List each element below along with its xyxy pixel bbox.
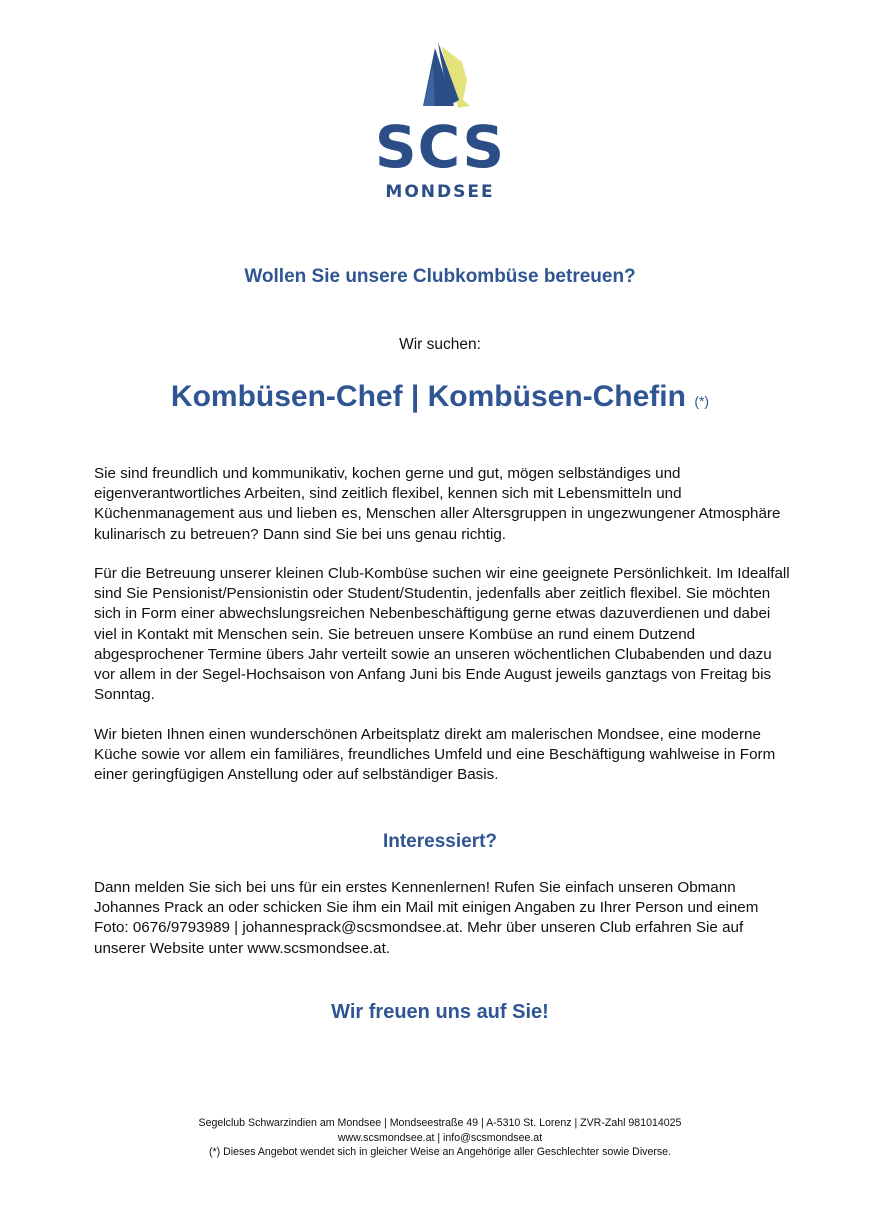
- interested-heading: Interessiert?: [382, 831, 498, 852]
- offer-paragraph: Wir bieten Ihnen einen wunderschönen Arbeitsplatz direkt am malerischen Mondsee, eine moderne Küche sowie vor allem ein familiäres, freundliches Umfeld und eine Beschäftigung wahlweise in Form einer geringfügigen Anstellung oder auf selbständiger Basis.: [94, 726, 776, 784]
- job-title: [0, 380, 880, 414]
- sailboat-icon: [400, 40, 480, 112]
- footer-contact: www.scsmondsee.at | info@scsmondsee.at: [337, 1131, 543, 1144]
- job-title-note: (*): [694, 393, 710, 409]
- logo-title: SCS: [374, 113, 506, 181]
- contact-paragraph: Dann melden Sie sich bei uns für ein erstes Kennenlernen! Rufen Sie einfach unseren Obmann Johannes Prack an oder schicken Sie ihm ein Mail mit einigen Angaben zu Ihrer Person und einem Foto: 0676/9793989 | johannesprack@scsmondsee.at. Mehr über unseren Club erfahren Sie auf unserer Website unter www.scsmondsee.at.: [94, 879, 759, 957]
- search-label: Wir suchen:: [399, 336, 481, 353]
- club-logo: [0, 40, 880, 202]
- job-title-text: Kombüsen-Chef | Kombüsen-Chefin: [170, 380, 686, 413]
- role-paragraph: Für die Betreuung unserer kleinen Club-Kombüse suchen wir eine geeignete Persönlichkeit. Im Idealfall sind Sie Pensionist/Pensionistin oder Student/Studentin, jedenfalls aber zeitlich flexibel. Sie möchten sich in Form einer abwechslungsreichen Nebenbeschäftigung gerne etwas dazuverdienen und dabei viel in Kontakt mit Menschen sein. Sie betreuen unsere Kombüse an rund einem Dutzend abgesprochener Termine übers Jahr verteilt sowie an unseren wöchentlichen Clubabenden und dazu vor allem in der Segel-Hochsaison von Anfang Juni bis Ende August jeweils ganztags von Freitag bis Sonntag.: [94, 565, 790, 704]
- footer-note: (*) Dieses Angebot wendet sich in gleicher Weise an Angehörige aller Geschlechter sowie Diverse.: [208, 1146, 672, 1158]
- closing-heading: Wir freuen uns auf Sie!: [331, 1001, 549, 1023]
- footer-address: Segelclub Schwarzindien am Mondsee | Mondseestraße 49 | A-5310 St. Lorenz | ZVR-Zahl 981014025: [198, 1117, 682, 1129]
- logo-subtitle: MONDSEE: [385, 182, 495, 202]
- page-heading: Wollen Sie unsere Clubkombüse betreuen?: [244, 266, 636, 287]
- footer: [0, 1116, 880, 1160]
- intro-paragraph: Sie sind freundlich und kommunikativ, kochen gerne und gut, mögen selbständiges und eigenverantwortliches Arbeiten, sind zeitlich flexibel, kennen sich mit Lebensmitteln und Küchenmanagement aus und lieben es, Menschen aller Altersgruppen in ungezwungener Atmosphäre kulinarisch zu betreuen? Dann sind Sie bei uns genau richtig.: [94, 465, 781, 543]
